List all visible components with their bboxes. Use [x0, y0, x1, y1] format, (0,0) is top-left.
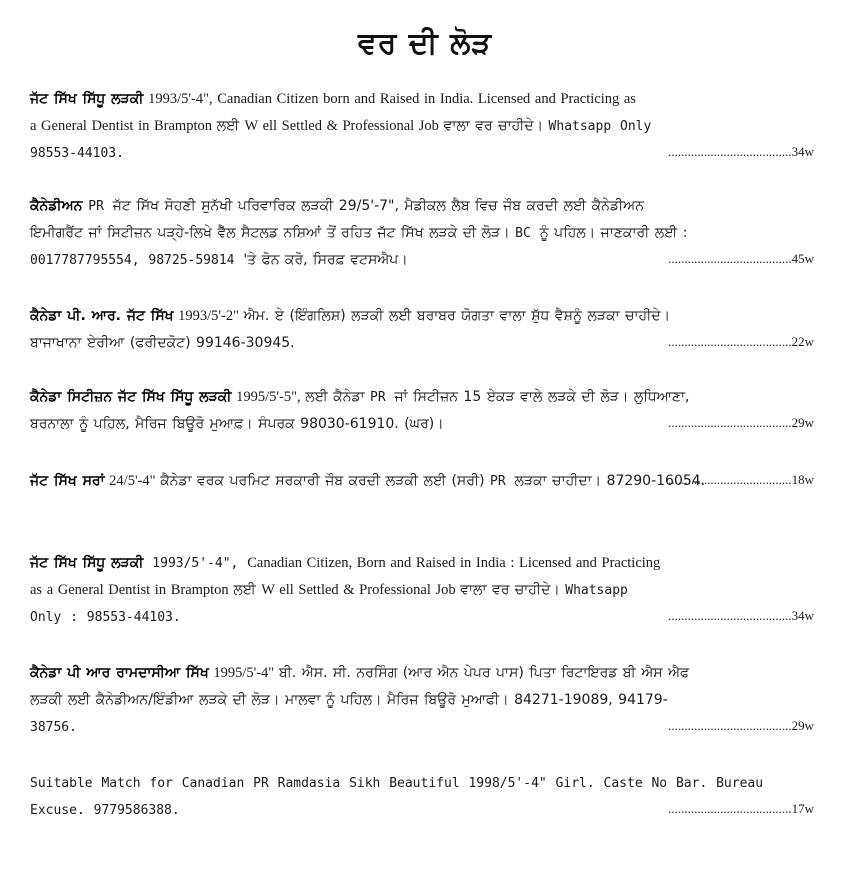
ad-text: as a General Dentist in Brampton — [30, 582, 234, 598]
ad-text: a General Dentist in Brampton — [30, 118, 217, 134]
ad-text: ਬਰਨਾਲਾ ਨੂੰ ਪਹਿਲ, ਮੈਰਿਜ ਬਿਊਰੋ ਮੁਆਫ਼। ਸੰਪਰਕ 98030-61910. (ਘਰ)। — [30, 416, 444, 432]
ad-text-line — [30, 687, 820, 714]
ad-reference-code: ......................................34w — [668, 144, 814, 159]
ad-text: 1995/5'-5", — [231, 389, 306, 405]
ad-text-line — [30, 384, 820, 411]
matrimonial-ad — [30, 193, 820, 268]
ad-text: 38756. — [30, 720, 77, 735]
ad-reference-code: ......................................34w — [668, 608, 814, 623]
ad-headline: ਜੱਟ ਸਿੱਖ ਸਿੱਧੂ ਲੜਕੀ — [30, 91, 144, 107]
ad-reference-code: ......................................45w — [668, 251, 814, 266]
ad-text: ਕੈਨੇਡਾ ਵਰਕ ਪਰਮਿਟ ਸਰਕਾਰੀ ਜੌਬ ਕਰਦੀ ਲੜਕੀ ਲਈ (ਸਰੀ) — [160, 473, 491, 489]
ad-text: 1993/5'-2" — [173, 308, 244, 324]
ad-text: ਐਮ. ਏ (ਇੰਗਲਿਸ਼) ਲੜਕੀ ਲਈ ਬਰਾਬਰ ਯੋਗਤਾ ਵਾਲਾ ਸ਼ੁੱਧ ਵੈਸ਼ਨੂੰ ਲੜਕਾ ਚਾਹੀਦੇ। — [243, 308, 671, 324]
ad-text-line — [30, 770, 820, 797]
ad-text-line — [30, 577, 820, 604]
ad-text: ਲਈ ਕੈਨੇਡਾ — [305, 389, 371, 405]
ad-text: ਇਮੀਗਰੈਂਟ ਜਾਂ ਸਿਟੀਜ਼ਨ ਪੜ੍ਹੇ-ਲਿਖੇ ਵੈੱਲ ਸੈਟਲਡ ਨਸ਼ਿਆਂ ਤੋਂ ਰਹਿਤ ਜੱਟ ਸਿੱਖ ਲੜਕੇ ਦੀ ਲੋੜ। — [30, 225, 516, 241]
ad-text: 1993/5'-4", — [143, 91, 218, 107]
ad-headline: ਕੈਨੇਡਾ ਪੀ ਆਰ ਰਾਮਦਾਸੀਆ ਸਿੱਖ — [30, 665, 209, 681]
ad-text: ਬਾਜਾਖਾਨਾ ਏਰੀਆ (ਫਰੀਦਕੋਟ) 99146-30945. — [30, 335, 295, 351]
ad-text: PR — [370, 390, 395, 405]
matrimonial-ad — [30, 660, 820, 735]
ad-text: ਜੱਟ ਸਿੱਖ ਸੋਹਣੀ ਸੁਨੱਖੀ ਪਰਿਵਾਰਿਕ ਲੜਕੀ 29/5'-7", ਮੈਡੀਕਲ ਲੈਬ ਵਿਚ ਜੌਬ ਕਰਦੀ ਲਈ ਕੈਨੇਡੀਅਨ — [112, 198, 644, 214]
matrimonial-ad — [30, 468, 820, 489]
matrimonial-ad — [30, 770, 820, 818]
ad-text: Canadian Citizen, Born and Raised in India : Licensed and Practicing — [247, 555, 661, 571]
ad-text-line — [30, 303, 820, 330]
ad-text: Whatsapp Only — [548, 119, 652, 134]
ad-text-line — [30, 86, 820, 113]
ad-text: ਵਾਲਾ ਵਰ ਚਾਹੀਦੇ। — [460, 582, 566, 598]
ad-headline: ਜੱਟ ਸਿੱਖ ਸਿੱਧੂ ਲੜਕੀ — [30, 555, 144, 571]
ad-headline: ਕੈਨੇਡਾ ਪੀ. ਆਰ. ਜੱਟ ਸਿੱਖ — [30, 308, 174, 324]
ad-text: PR — [490, 474, 515, 489]
ad-text: PR — [88, 199, 113, 214]
matrimonial-ad — [30, 550, 820, 625]
ad-text-line — [30, 193, 820, 220]
ad-text: Canadian Citizen born and Raised in India. Licensed and Practicing as — [217, 91, 636, 107]
ad-text: ਨੂੰ ਪਹਿਲ। ਜਾਣਕਾਰੀ ਲਈ : — [539, 225, 688, 241]
ad-text: 24/5'-4" — [104, 473, 161, 489]
page-title: ਵਰ ਦੀ ਲੋੜ — [357, 26, 493, 61]
ad-text: 1995/5'-4" — [208, 665, 279, 681]
ad-text: ਲੜਕਾ ਚਾਹੀਦਾ। 87290-16054. — [514, 473, 706, 489]
ad-reference-code: ......................................17w — [668, 801, 814, 816]
ad-text: 1993/5'-4", — [143, 556, 248, 571]
ad-text: ਲਈ — [233, 582, 262, 598]
ad-text: ਲਈ — [216, 118, 245, 134]
ad-text: W ell Settled & Professional Job — [261, 582, 461, 598]
ad-text: ਬੀ. ਐਸ. ਸੀ. ਨਰਸਿੰਗ (ਆਰ ਐਨ ਪੇਪਰ ਪਾਸ) ਪਿਤਾ ਰਿਟਾਇਰਡ ਬੀ ਐਸ ਐਫ — [278, 665, 690, 681]
matrimonial-ad — [30, 86, 820, 161]
ad-headline: ਕੈਨੇਡਾ ਸਿਟੀਜ਼ਨ ਜੱਟ ਸਿੱਖ ਸਿੱਧੂ ਲੜਕੀ — [30, 389, 232, 405]
ad-reference-code: ......................................22w — [668, 334, 814, 349]
ad-headline: ਕੈਨੇਡੀਅਨ — [30, 198, 89, 214]
ad-text-line — [30, 113, 820, 140]
ad-text: Whatsapp — [565, 583, 628, 598]
ad-text-line — [30, 660, 820, 687]
ad-reference-code: ......................................29w — [668, 415, 814, 430]
ad-text: Only : 98553-44103. — [30, 610, 181, 625]
ad-text: ਲੜਕੀ ਲਈ ਕੈਨੇਡੀਅਨ/ਇੰਡੀਆ ਲੜਕੇ ਦੀ ਲੋੜ। ਮਾਲਵਾ ਨੂੰ ਪਹਿਲ। ਮੈਰਿਜ ਬਿਊਰੋ ਮੁਆਫੀ। 84271-19089, 94179- — [30, 692, 668, 708]
matrimonial-ad — [30, 303, 820, 351]
ad-text: 0017787795554, 98725-59814 — [30, 253, 244, 268]
ad-text: Excuse. 9779586388. — [30, 803, 180, 818]
ad-text: Suitable Match for Canadian PR Ramdasia Sikh Beautiful 1998/5'-4" Girl. Caste No Bar. Bureau — [30, 776, 764, 791]
ad-text: ਵਾਲਾ ਵਰ ਚਾਹੀਦੇ। — [443, 118, 549, 134]
ad-reference-code: ......................................18w — [668, 472, 814, 487]
ad-text: ਜਾਂ ਸਿਟੀਜ਼ਨ 15 ਏਕੜ ਵਾਲੇ ਲੜਕੇ ਦੀ ਲੋੜ। ਲੁਧਿਆਣਾ, — [394, 389, 690, 405]
ad-headline: ਜੱਟ ਸਿੱਖ ਸਰਾਂ — [30, 473, 105, 489]
ad-text-line — [30, 550, 820, 577]
ad-reference-code: ......................................29w — [668, 718, 814, 733]
ad-text: 'ਤੇ ਫੋਨ ਕਰੋ, ਸਿਰਫ਼ ਵਟਸਐਪ। — [243, 252, 408, 268]
ad-text: W ell Settled & Professional Job — [244, 118, 444, 134]
ad-text: 98553-44103. — [30, 146, 124, 161]
ad-text: BC — [515, 226, 540, 241]
matrimonial-ad — [30, 384, 820, 432]
ad-text-line — [30, 220, 820, 247]
